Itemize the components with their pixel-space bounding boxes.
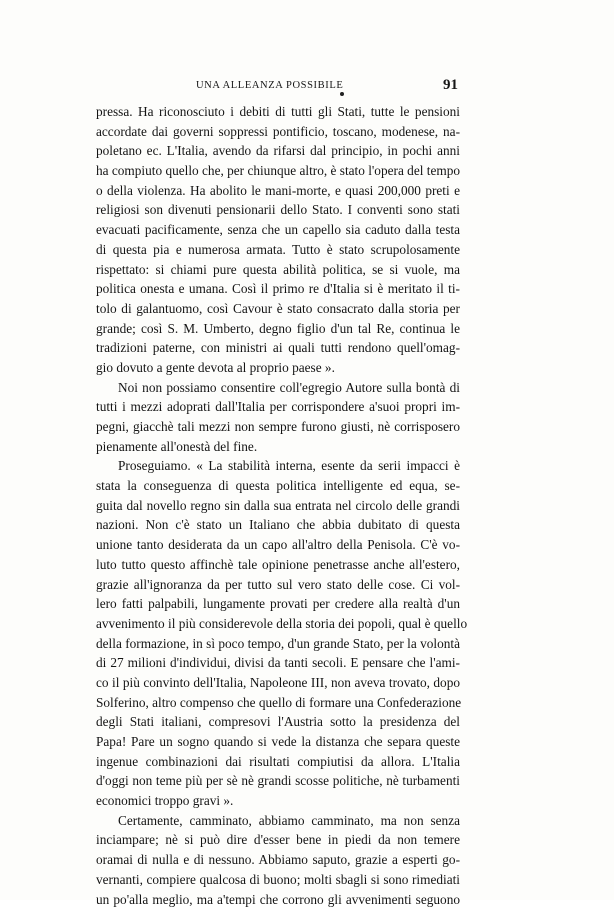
text-line: unione tanto desiderata da un capo all'altro della Penisola. C'è vo- [96,535,460,555]
text-line: inciampare; nè si può dire d'esser bene in piedi da non temere [96,830,460,850]
text-line: poletano ec. L'Italia, avendo da rifarsi dal principio, in pochi anni [96,141,460,161]
text-line: nazioni. Non c'è stato un Italiano che abbia dubitato di questa [96,515,460,535]
text-line: tolo di galantuomo, così Cavour è stato consacrato dalla storia per [96,299,460,319]
text-line: grazie all'ignoranza da per tutto sul vero stato delle cose. Ci vol- [96,575,460,595]
text-line: grande; così S. M. Umberto, degno figlio d'un tal Re, continua le [96,319,460,339]
running-title: UNA ALLEANZA POSSIBILE [196,80,343,91]
text-line: pressa. Ha riconosciuto i debiti di tutti gli Stati, tutte le pensioni [96,102,460,122]
text-line: di 27 milioni d'individui, divisi da tanti secoli. E pensare che l'ami- [96,653,460,673]
text-line: guita dal novello regno sin dalla sua entrata nel circolo delle grandi [96,496,460,516]
text-line: tradizioni paterne, con ministri ai quali tutti rendono quell'omag- [96,338,460,358]
text-line: Proseguiamo. « La stabilità interna, esente da serii impacci è [96,456,460,476]
text-line: Solferino, altro compenso che quello di formare una Confederazione [96,693,460,713]
body-text [96,102,460,909]
text-line: stata la conseguenza di questa politica intelligente ed equa, se- [96,476,460,496]
text-line: Certamente, camminato, abbiamo camminato, ma non senza [96,811,460,831]
text-line: co il più convinto dell'Italia, Napoleone III, non aveva trovato, dopo [96,673,460,693]
text-line: pegni, giacchè tali mezzi non sempre furono giusti, nè corrisposero [96,417,460,437]
text-line: un po'alla meglio, ma a'tempi che corrono gli avvenimenti seguono [96,890,460,909]
text-line: avvenimento il più considerevole della storia dei popoli, qual è quello [96,614,460,634]
text-line: degli Stati italiani, compresovi l'Austria sotto la presidenza del [96,712,460,732]
text-line: rispettato: si chiami pure questa abilità politica, se si vuole, ma [96,260,460,280]
text-line: pienamente all'onestà del fine. [96,437,460,457]
text-line: religiosi son divenuti pensionarii dello Stato. I conventi sono stati [96,200,460,220]
text-line: o della violenza. Ha abolito le mani-morte, e quasi 200,000 preti e [96,181,460,201]
text-line: lero fatti palpabili, lungamente provati per credere alla realtà d'un [96,594,460,614]
text-line: ha compiuto quello che, per chiunque altro, è stato l'opera del tempo [96,161,460,181]
text-line: ingenue combinazioni dai risultati compiutisi da allora. L'Italia [96,752,460,772]
text-line: di questa pia e numerosa armata. Tutto è stato scrupolosamente [96,240,460,260]
text-line: vernanti, compiere qualcosa di buono; molti sbagli si sono rimediati [96,870,460,890]
text-line: evacuati pacificamente, senza che un capello sia caduto dalla testa [96,220,460,240]
text-line: oramai di nulla e di nessuno. Abbiamo saputo, grazie a esperti go- [96,850,460,870]
text-line: Papa! Pare un sogno quando si vede la distanza che separa queste [96,732,460,752]
text-line: d'oggi non teme più per sè nè grandi scosse politiche, nè turbamenti [96,771,460,791]
text-line: accordate dai governi soppressi pontificio, toscano, modenese, na- [96,122,460,142]
text-line: economici troppo gravi ». [96,791,460,811]
text-line: della formazione, in sì poco tempo, d'un grande Stato, per la volontà [96,634,460,654]
text-line: tutti i mezzi adoprati dall'Italia per corrispondere a'suoi propri im- [96,397,460,417]
text-line: luto tutto questo affinchè tale opinione penetrasse anche all'estero, [96,555,460,575]
running-head [96,80,466,98]
running-head-dot [340,92,344,96]
text-line: Noi non possiamo consentire coll'egregio Autore sulla bontà di [96,378,460,398]
text-line: gio dovuto a gente devota al proprio paese ». [96,358,460,378]
text-line: politica onesta e umana. Così il primo re d'Italia si è meritato il ti- [96,279,460,299]
page-number: 91 [443,77,458,94]
